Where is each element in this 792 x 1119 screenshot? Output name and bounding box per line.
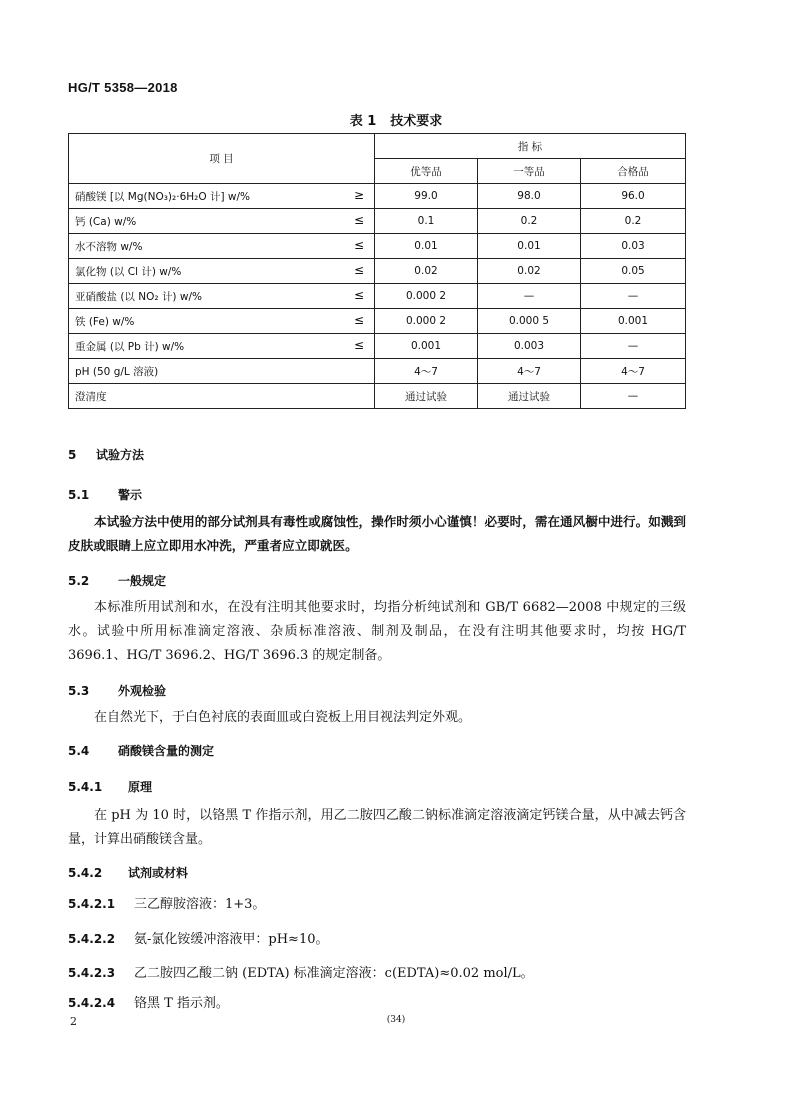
- row-value: —: [478, 284, 581, 309]
- table-row: [69, 284, 686, 309]
- row-value: 4～7: [375, 359, 478, 384]
- table-row: [69, 234, 686, 259]
- table-row: [69, 184, 686, 209]
- row-relation: ≤: [353, 238, 364, 252]
- row-item-name: 钙 (Ca) w/% ≤: [69, 209, 375, 234]
- row-item-name: 硝酸镁 [以 Mg(NO₃)₂·6H₂O 计] w/% ≥: [69, 184, 375, 209]
- section-heading-5-4-1: 5.4.1 原理: [68, 780, 153, 794]
- standard-code: HG/T 5358—2018: [68, 80, 178, 95]
- row-value: 98.0: [478, 184, 581, 209]
- table-row: [69, 334, 686, 359]
- technical-requirements-table: [68, 133, 686, 409]
- row-item-name: 澄清度: [69, 384, 375, 409]
- section-heading-5: 5 试验方法: [68, 448, 145, 462]
- row-value: 0.02: [478, 259, 581, 284]
- row-value: —: [581, 284, 686, 309]
- row-value: 0.003: [478, 334, 581, 359]
- row-value: 0.000 2: [375, 284, 478, 309]
- row-item-name: 铁 (Fe) w/% ≤: [69, 309, 375, 334]
- table-caption-title: 技术要求: [390, 114, 443, 129]
- row-value: 0.001: [375, 334, 478, 359]
- reagent-item: 5.4.2.2 氨-氯化铵缓冲溶液甲：pH≈10。: [68, 932, 329, 947]
- row-relation: ≤: [353, 263, 364, 277]
- row-value: 0.2: [581, 209, 686, 234]
- grade-header: 优等品: [375, 159, 478, 184]
- row-value: 0.03: [581, 234, 686, 259]
- row-value: 0.000 5: [478, 309, 581, 334]
- table-row: [69, 384, 686, 409]
- section-heading-5-2: 5.2 一般规定: [68, 574, 167, 588]
- section-heading-5-4: 5.4 硝酸镁含量的测定: [68, 744, 215, 758]
- row-value: 通过试验: [375, 384, 478, 409]
- row-value: 99.0: [375, 184, 478, 209]
- principle-paragraph: 在 pH 为 10 时，以铬黑 T 作指示剂，用乙二胺四乙酸二钠标准滴定溶液滴定钙镁合量，从中减去钙含量，计算出硝酸镁含量。: [68, 808, 686, 847]
- section-heading-5-3: 5.3 外观检验: [68, 684, 167, 698]
- row-item-name: 重金属 (以 Pb 计) w/% ≤: [69, 334, 375, 359]
- table-row: [69, 209, 686, 234]
- table-caption-number: 表 1: [349, 114, 377, 129]
- reagent-item: 5.4.2.4 铬黑 T 指示剂。: [68, 996, 229, 1011]
- warning-paragraph: 本试验方法中使用的部分试剂具有毒性或腐蚀性，操作时须小心谨慎！必要时，需在通风橱中进行。如溅到皮肤或眼睛上应立即用水冲洗，严重者应立即就医。: [68, 514, 686, 553]
- table-row: [69, 309, 686, 334]
- reagent-item: 5.4.2.3 乙二胺四乙酸二钠 (EDTA) 标准滴定溶液：c(EDTA)≈0.02 mol/L。: [68, 966, 534, 981]
- row-relation: ≤: [353, 313, 364, 327]
- page-number: 2: [70, 1015, 77, 1028]
- general-rules-paragraph: 本标准所用试剂和水，在没有注明其他要求时，均指分析纯试剂和 GB/T 6682—2008 中规定的三级水。试验中所用标准滴定溶液、杂质标准溶液、制剂及制品，在没有注明其他要求时，均按 HG/T 3696.1、HG/T 3696.2、HG/T 3696.3 的规定制备。: [68, 600, 686, 663]
- row-relation: ≤: [353, 288, 364, 302]
- grade-header: 合格品: [581, 159, 686, 184]
- row-item-name: pH (50 g/L 溶液): [69, 359, 375, 384]
- column-header-index: 指 标: [375, 134, 686, 159]
- row-value: —: [581, 334, 686, 359]
- table-row: [69, 259, 686, 284]
- row-item-name: 水不溶物 w/% ≤: [69, 234, 375, 259]
- row-value: 4～7: [478, 359, 581, 384]
- row-value: —: [581, 384, 686, 409]
- column-header-item: 项 目: [69, 134, 375, 184]
- row-relation: ≤: [353, 213, 364, 227]
- row-value: 4～7: [581, 359, 686, 384]
- row-relation: ≤: [353, 338, 364, 352]
- row-value: 0.000 2: [375, 309, 478, 334]
- row-value: 0.02: [375, 259, 478, 284]
- row-value: 0.2: [478, 209, 581, 234]
- page-reference: (34): [386, 1015, 406, 1025]
- table-row: [69, 359, 686, 384]
- table-header-row: [69, 134, 686, 159]
- row-value: 0.001: [581, 309, 686, 334]
- section-heading-5-1: 5.1 警示: [68, 488, 143, 502]
- row-value: 96.0: [581, 184, 686, 209]
- section-heading-5-4-2: 5.4.2 试剂或材料: [68, 866, 189, 880]
- table-caption: [0, 110, 792, 129]
- row-relation: ≥: [353, 188, 364, 202]
- row-value: 0.01: [478, 234, 581, 259]
- row-value: 通过试验: [478, 384, 581, 409]
- appearance-paragraph: 在自然光下，于白色衬底的表面皿或白瓷板上用目视法判定外观。: [94, 710, 472, 725]
- reagent-item: 5.4.2.1 三乙醇胺溶液：1+3。: [68, 897, 266, 912]
- grade-header: 一等品: [478, 159, 581, 184]
- row-item-name: 氯化物 (以 Cl 计) w/% ≤: [69, 259, 375, 284]
- row-item-name: 亚硝酸盐 (以 NO₂ 计) w/% ≤: [69, 284, 375, 309]
- row-value: 0.1: [375, 209, 478, 234]
- row-value: 0.05: [581, 259, 686, 284]
- row-value: 0.01: [375, 234, 478, 259]
